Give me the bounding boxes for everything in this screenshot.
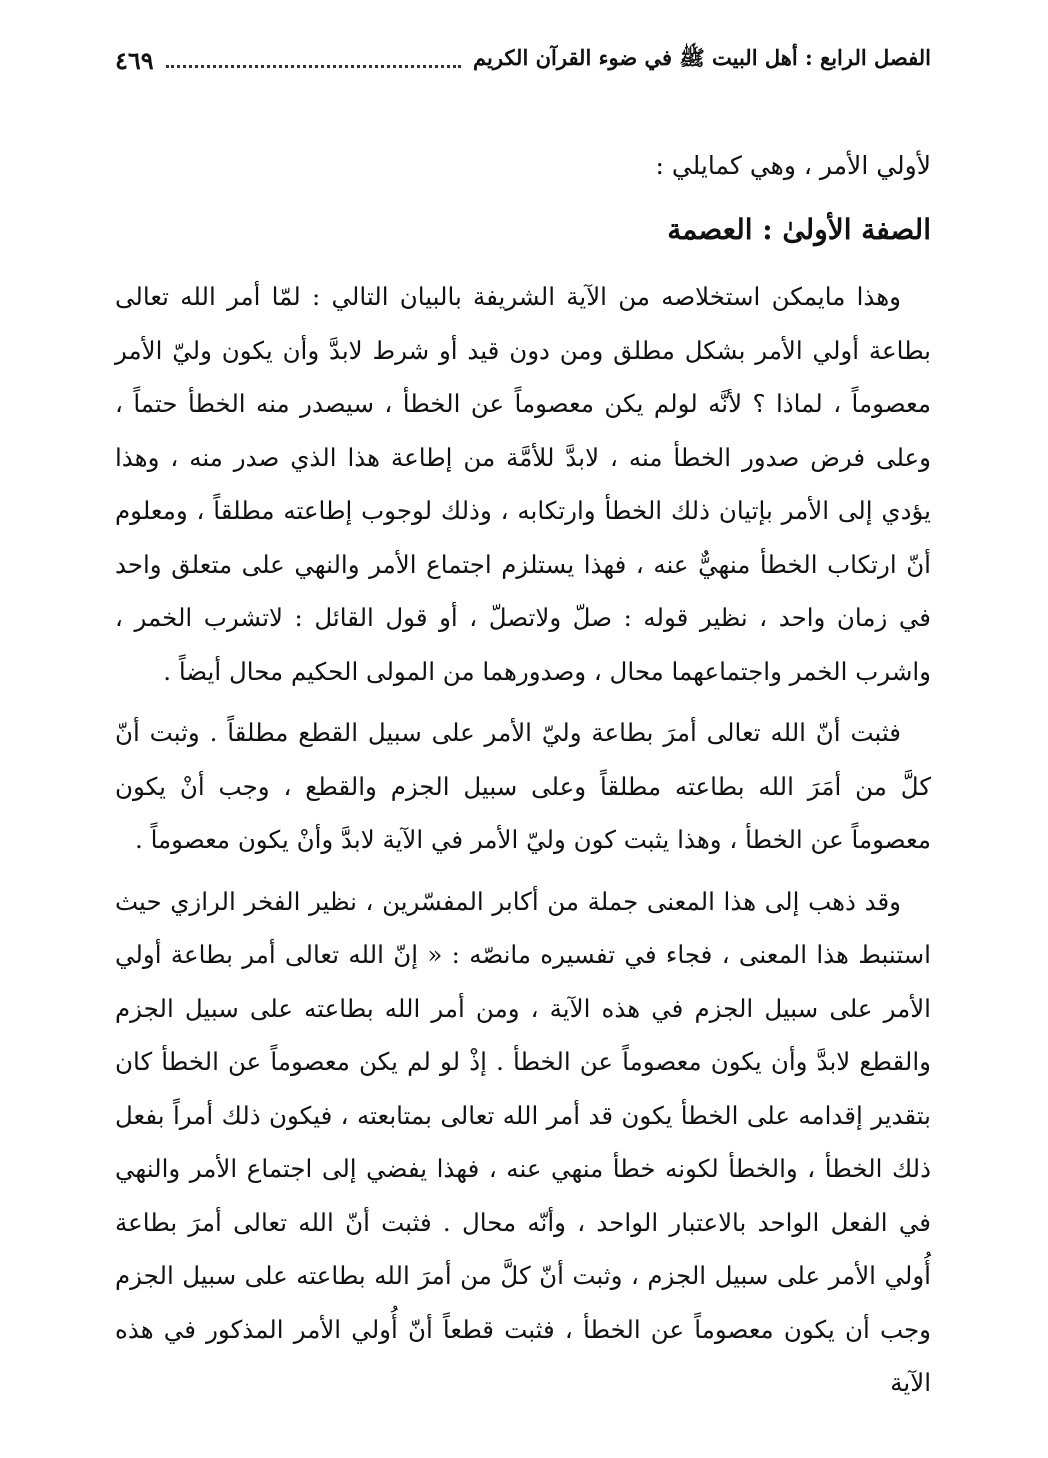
chapter-title: الفصل الرابع : أهل البيت ﷺ في ضوء القرآن الكريم — [473, 44, 931, 70]
leader-dots — [166, 61, 461, 68]
section-heading: الصفة الأولىٰ : العصمة — [667, 213, 931, 246]
paragraph-2: فثبت أنّ الله تعالى أمرَ بطاعة وليّ الأمر على سبيل القطع مطلقاً . وثبت أنّ كلَّ من أمَرَ الله بطاعته مطلقاً وعلى سبيل الجزم والقطع ، وجب أنْ يكون معصوماً عن الخطأ ، وهذا يثبت كون وليّ الأمر في الآية لابدَّ وأنْ يكون معصوماً . — [115, 718, 931, 854]
paragraph-3: وقد ذهب إلى هذا المعنى جملة من أكابر المفسّرين ، نظير الفخر الرازي حيث استنبط هذا المعنى ، فجاء في تفسيره مانصّه : « إنّ الله تعالى أمر بطاعة أولي الأمر على سبيل الجزم في هذه الآية ، ومن أمر الله بطاعته على سبيل الجزم والقطع لابدَّ وأن يكون معصوماً عن الخطأ . إذْ لو لم يكن معصوماً عن الخطأ كان بتقدير إقدامه على الخطأ يكون قد أمر الله تعالى بمتابعته ، فيكون ذلك أمراً بفعل ذلك الخطأ ، والخطأ لكونه خطأ منهي عنه ، فهذا يفضي إلى اجتماع الأمر والنهي في الفعل الواحد بالاعتبار الواحد ، وأنّه محال . فثبت أنّ الله تعالى أمرَ بطاعة أُولي الأمر على سبيل الجزم ، وثبت أنّ كلَّ من أمرَ الله بطاعته على سبيل الجزم وجب أن يكون معصوماً عن الخطأ ، فثبت قطعاً أنّ أُولي الأمر المذكور في هذه الآية — [115, 886, 931, 1397]
page-number: ٤٦٩ — [115, 45, 154, 75]
running-header — [115, 42, 931, 78]
paragraph-1: وهذا مايمكن استخلاصه من الآية الشريفة بالبيان التالي : لمّا أمر الله تعالى بطاعة أولي الأمر بشكل مطلق ومن دون قيد أو شرط لابدَّ وأن يكون وليّ الأمر معصوماً ، لماذا ؟ لأنَّه لولم يكن معصوماً عن الخطأ ، سيصدر منه الخطأ حتماً ، وعلى فرض صدور الخطأ منه ، لابدَّ للأمَّة من إطاعة هذا الذي صدر منه ، وهذا يؤدي إلى الأمر بإتيان ذلك الخطأ وارتكابه ، وذلك لوجوب إطاعته مطلقاً ، ومعلوم أنّ ارتكاب الخطأ منهيٌّ عنه ، فهذا يستلزم اجتماع الأمر والنهي على متعلق واحد في زمان واحد ، نظير قوله : صلّ ولاتصلّ ، أو قول القائل : لاتشرب الخمر ، واشرب الخمر واجتماعهما محال ، وصدورهما من المولى الحكيم محال أيضاً . — [115, 282, 931, 686]
lead-line: لأولي الأمر ، وهي كمايلي : — [655, 151, 931, 180]
